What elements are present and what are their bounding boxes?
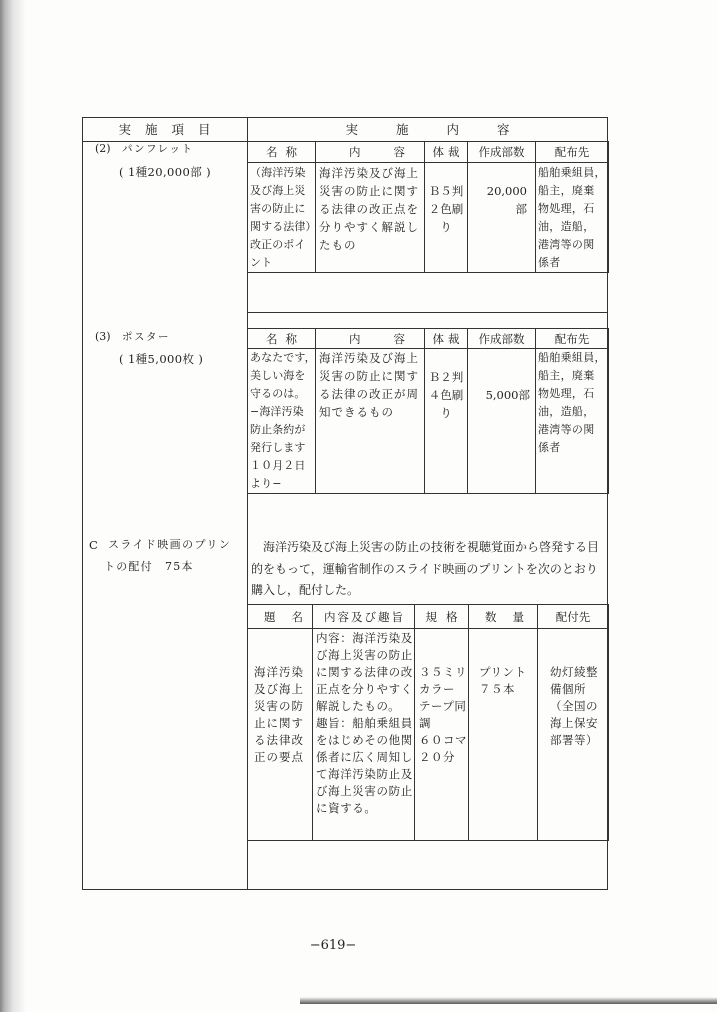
table-header-row <box>248 142 609 163</box>
text-line: 害の防止に <box>250 202 306 215</box>
text-line: 船主，廃棄 <box>538 184 595 197</box>
cell-distribution <box>538 629 609 841</box>
col-header-label: 内容 <box>349 145 438 159</box>
text-line: 油，造船， <box>538 405 595 418</box>
col-header-label: 作成部数 <box>478 145 525 159</box>
text-line: 止に関す <box>254 716 304 730</box>
table-header-row <box>248 329 609 349</box>
text-line: 海上保安 <box>550 716 598 730</box>
col-header-name <box>248 142 316 163</box>
text-line: 港湾等の関 <box>538 238 595 251</box>
col-header-label: 名称 <box>266 145 305 159</box>
text-line: に資する。 <box>316 801 377 815</box>
col-header-title <box>248 605 319 629</box>
cell-distribution <box>536 163 609 273</box>
text-line: 災害の防 <box>254 699 304 713</box>
text-line: ３５ミリ <box>419 665 467 679</box>
text-line: 美しい海を <box>250 369 306 382</box>
table-row <box>248 163 609 273</box>
cell-format <box>425 163 468 273</box>
slide-description <box>251 537 608 602</box>
text-line: プリント <box>479 665 527 679</box>
col-header-copies <box>468 329 536 349</box>
page-shadow-edge <box>0 0 26 1012</box>
text-line: 発行します <box>250 441 306 454</box>
col-header-label: 配布先 <box>554 145 590 159</box>
text-line: び海上災害の防止 <box>316 784 413 798</box>
page-number: −619− <box>309 938 357 953</box>
text-line: 備個所 <box>550 682 586 696</box>
text-line: る法律の改正が周 <box>319 387 419 401</box>
text-line: 係者 <box>538 256 561 269</box>
pamphlet-label: パンフレット <box>122 143 194 155</box>
col-header-content <box>313 605 415 629</box>
text-line: 5,000部 <box>485 388 530 402</box>
col-header-copies <box>468 142 536 163</box>
text-line: 係者に広く周知し <box>316 750 413 764</box>
col-header-label: 配付先 <box>555 609 591 624</box>
cell-distribution <box>536 349 609 494</box>
cell-content <box>316 349 425 494</box>
cell-format <box>425 349 468 494</box>
text-line: 物処理，石 <box>538 387 595 400</box>
slide-table <box>247 604 609 841</box>
text-line: 災害の防止に関す <box>319 369 419 383</box>
cell-name <box>248 163 316 273</box>
col-header-format <box>425 329 468 349</box>
text-line: 部 <box>515 202 527 216</box>
col-header-quantity <box>469 605 538 629</box>
table-row <box>248 349 609 494</box>
slide-label-line1: スライド映画のプリン <box>108 538 232 551</box>
header-item-column: 実施項目 <box>118 122 225 137</box>
col-header-label: 作成部数 <box>478 331 525 346</box>
cell-content <box>316 163 425 273</box>
text-line: 幼灯綾整 <box>550 665 598 679</box>
text-line: る法律の改正点を <box>319 202 419 216</box>
text-line: 油，造船， <box>538 220 595 233</box>
cell-copies <box>468 163 536 273</box>
cell-content <box>313 629 415 841</box>
slide-marker: C <box>89 538 98 552</box>
text-line: ４色刷 <box>428 388 464 402</box>
text-line: 船舶乗組員， <box>538 351 606 364</box>
text-line: 調 <box>419 716 431 730</box>
text-line: 部署等） <box>550 733 598 747</box>
text-line: 海洋汚染及び海上 <box>319 351 419 365</box>
col-header-distribution <box>538 605 609 629</box>
col-header-spec <box>415 605 469 629</box>
text-line: 趣旨：船舶乗組員 <box>316 716 413 730</box>
col-header-label: 体裁 <box>432 331 464 346</box>
text-line: 海洋汚染及び海上災害の防止の技術を視聴覚面から啓発する目 <box>263 540 600 554</box>
cell-copies <box>468 349 536 494</box>
text-line: 係者 <box>538 441 561 454</box>
table-header-row <box>248 605 609 629</box>
table-row <box>248 629 609 841</box>
cell-title <box>248 629 313 841</box>
col-header-distribution <box>536 329 609 349</box>
text-line: 海洋汚染 <box>254 665 304 679</box>
text-line: び海上災害の防止 <box>316 648 413 662</box>
text-line: 改正のポイ <box>250 238 306 251</box>
poster-number: (3) <box>95 330 111 343</box>
text-line: ２０分 <box>419 750 455 764</box>
text-line: 物処理，石 <box>538 202 595 215</box>
col-header-label: 数量 <box>485 609 540 624</box>
text-line: （海洋汚染 <box>250 166 306 179</box>
text-line: り <box>440 406 452 420</box>
text-line: 購入し，配付した。 <box>251 583 360 597</box>
header-content-column: 実施内容 <box>345 122 548 137</box>
text-line: 船主，廃棄 <box>538 369 595 382</box>
text-line: 海洋汚染及び海上 <box>319 166 419 180</box>
text-line: カラー <box>419 682 455 696</box>
text-line: をはじめその他関 <box>316 733 413 747</box>
text-line: ２色刷 <box>428 202 464 216</box>
text-line: 正点を分りやすく <box>316 682 413 696</box>
pamphlet-quantity: ( 1種20,000部 ) <box>119 165 212 179</box>
poster-label: ポスター <box>122 331 170 343</box>
col-header-content <box>316 142 438 163</box>
text-line: 守るのは。 <box>250 387 306 400</box>
text-line: る法律改 <box>254 733 304 747</box>
poster-quantity: ( 1種5,000枚 ) <box>119 352 204 366</box>
text-line: て海洋汚染防止及 <box>316 767 413 781</box>
text-line: 防止条約が <box>250 423 306 436</box>
text-line: 港湾等の関 <box>538 423 595 436</box>
col-header-label: 規格 <box>425 609 467 624</box>
text-line: り <box>440 220 452 234</box>
text-line: たもの <box>319 238 357 252</box>
blank-row-rule <box>247 312 608 313</box>
cell-spec <box>415 629 469 841</box>
pamphlet-number: (2) <box>95 142 111 155</box>
text-line: 解説したもの。 <box>316 699 401 713</box>
text-line: Ｂ２判 <box>428 370 464 384</box>
poster-table <box>247 328 609 494</box>
text-line: に関する法律の改 <box>316 665 413 679</box>
text-line: 内容：海洋汚染及 <box>316 631 413 645</box>
scan-bottom-edge <box>300 997 717 1004</box>
text-line: （全国の <box>550 699 598 713</box>
slide-label-line2: トの配付 75本 <box>104 560 194 573</box>
text-line: 知できるもの <box>319 405 394 419</box>
text-line: ント <box>250 256 273 269</box>
col-header-label: 配布先 <box>554 331 590 346</box>
text-line: あなたです， <box>250 351 316 364</box>
text-line: 及び海上 <box>254 682 304 696</box>
text-line: 的をもって，運輸省制作のスライド映画のプリントを次のとおり <box>251 561 598 576</box>
col-header-name <box>248 329 316 349</box>
text-line: 20,000 <box>486 184 527 198</box>
col-header-label: 題名 <box>264 609 319 624</box>
text-line: −海洋汚染 <box>250 405 304 418</box>
col-header-label: 内容 <box>349 331 438 346</box>
text-line: 災害の防止に関す <box>319 184 419 198</box>
col-header-label: 体裁 <box>432 145 464 159</box>
text-line: 船舶乗組員， <box>538 166 606 179</box>
pamphlet-table <box>247 141 609 273</box>
col-header-format <box>425 142 468 163</box>
text-line: Ｂ５判 <box>428 184 464 198</box>
text-line: 正の要点 <box>254 750 304 764</box>
col-header-label: 名称 <box>266 331 305 346</box>
text-line: ６０コマ <box>419 733 467 747</box>
cell-name <box>248 349 316 494</box>
text-line: ７５本 <box>479 682 515 696</box>
text-line: 関する法律） <box>250 220 317 233</box>
text-line: 及び海上災 <box>250 184 306 197</box>
col-header-label: 内容及び趣旨 <box>324 609 405 624</box>
text-line: 分りやすく解説し <box>319 220 419 234</box>
text-line: より− <box>250 477 282 490</box>
cell-quantity <box>469 629 538 841</box>
text-line: １０月２日 <box>250 459 306 472</box>
col-header-content <box>316 329 438 349</box>
col-header-distribution <box>536 142 609 163</box>
text-line: テープ同 <box>419 699 467 713</box>
